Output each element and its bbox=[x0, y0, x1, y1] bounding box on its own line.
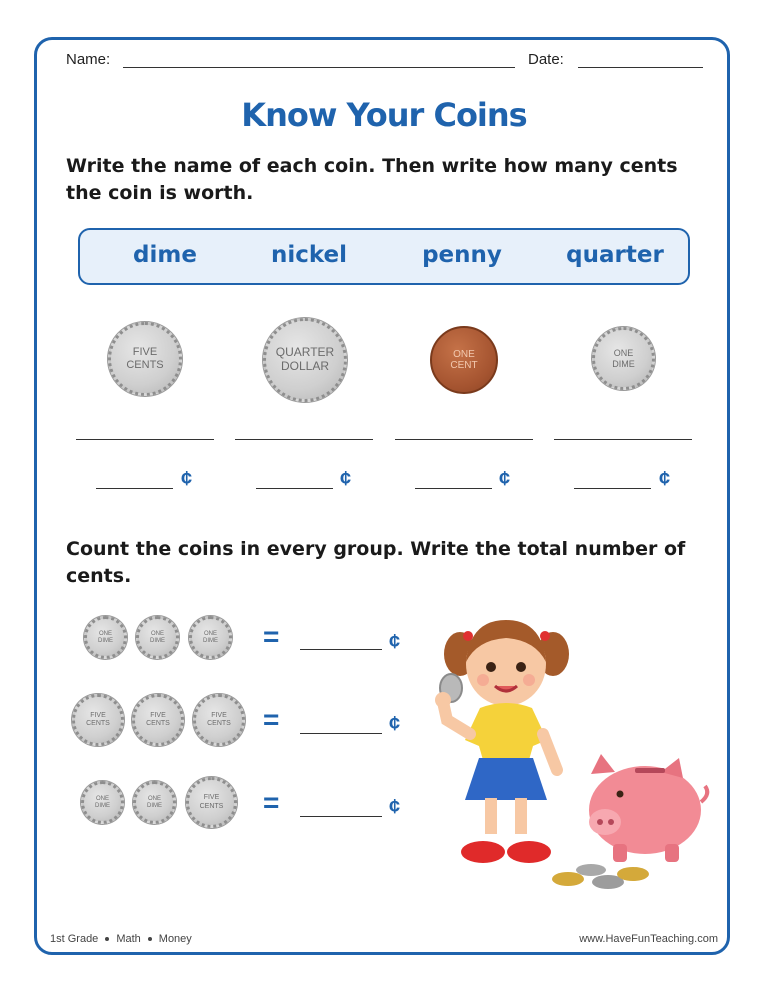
girl-piggy-bank-illustration bbox=[425, 612, 715, 897]
coin-value-line-2[interactable] bbox=[256, 488, 333, 489]
section1-instructions bbox=[66, 153, 678, 207]
page-title: Know Your Coins bbox=[241, 96, 527, 134]
cent-symbol: ¢ bbox=[340, 468, 352, 490]
coin-name-line-4[interactable] bbox=[554, 439, 692, 440]
nickel-coin: FIVE CENTS bbox=[72, 694, 124, 746]
equals-sign: = bbox=[263, 704, 280, 735]
cent-symbol: ¢ bbox=[499, 468, 511, 490]
section1-instruction-line1: Write the name of each coin. Then write how many cents bbox=[66, 155, 678, 177]
coin-name-line-2[interactable] bbox=[235, 439, 373, 440]
date-field[interactable] bbox=[578, 67, 703, 68]
nickel-coin: FIVE CENTS bbox=[193, 694, 245, 746]
footer-grade: 1st Grade bbox=[50, 933, 99, 945]
date-label: Date: bbox=[528, 51, 564, 68]
coin-value-line-1[interactable] bbox=[96, 488, 173, 489]
penny-coin: ONE CENT bbox=[430, 326, 498, 394]
section2-instruction-line1: Count the coins in every group. Write the total number of bbox=[66, 538, 686, 560]
coin-value-line-4[interactable] bbox=[574, 488, 651, 489]
dime-coin: ONE DIME bbox=[84, 616, 127, 659]
coin-pile-icon bbox=[552, 864, 649, 889]
equals-sign: = bbox=[263, 621, 280, 652]
cent-symbol: ¢ bbox=[181, 468, 193, 490]
coin-name-line-3[interactable] bbox=[395, 439, 533, 440]
footer-tags bbox=[50, 933, 192, 945]
section2-instructions bbox=[66, 536, 685, 590]
dime-coin: ONE DIME bbox=[189, 616, 232, 659]
name-field[interactable] bbox=[123, 67, 515, 68]
piggy-bank-icon bbox=[589, 754, 707, 862]
cent-symbol: ¢ bbox=[389, 713, 401, 735]
cent-symbol: ¢ bbox=[389, 631, 401, 653]
quarter-coin: QUARTER DOLLAR bbox=[263, 318, 347, 402]
word-bank-penny: penny bbox=[422, 242, 502, 268]
coin-name-line-1[interactable] bbox=[76, 439, 214, 440]
bullet-icon bbox=[148, 937, 152, 941]
cent-symbol: ¢ bbox=[659, 468, 671, 490]
group3-total-line[interactable] bbox=[300, 816, 382, 817]
group2-total-line[interactable] bbox=[300, 733, 382, 734]
group1-total-line[interactable] bbox=[300, 649, 382, 650]
coin-value-line-3[interactable] bbox=[415, 488, 492, 489]
nickel-coin: FIVE CENTS bbox=[186, 777, 237, 828]
footer-topic: Money bbox=[158, 933, 192, 945]
name-label: Name: bbox=[66, 51, 111, 68]
bullet-icon bbox=[105, 937, 109, 941]
section2-instruction-line2: cents. bbox=[66, 565, 132, 587]
section1-instruction-line2: the coin is worth. bbox=[66, 182, 254, 204]
dime-coin: ONE DIME bbox=[133, 781, 176, 824]
word-bank-nickel: nickel bbox=[270, 242, 348, 268]
cent-symbol: ¢ bbox=[389, 796, 401, 818]
word-bank-dime: dime bbox=[133, 242, 197, 268]
dime-coin: ONE DIME bbox=[81, 781, 124, 824]
equals-sign: = bbox=[263, 787, 280, 818]
dime-coin: ONE DIME bbox=[592, 327, 655, 390]
footer-website[interactable]: www.HaveFunTeaching.com bbox=[579, 933, 718, 945]
nickel-coin: FIVE CENTS bbox=[132, 694, 184, 746]
dime-coin: ONE DIME bbox=[136, 616, 179, 659]
nickel-coin: FIVE CENTS bbox=[108, 322, 182, 396]
footer-subject: Math bbox=[116, 933, 141, 945]
word-bank-quarter: quarter bbox=[566, 242, 664, 268]
word-bank bbox=[78, 228, 690, 285]
girl-illustration bbox=[435, 620, 569, 863]
